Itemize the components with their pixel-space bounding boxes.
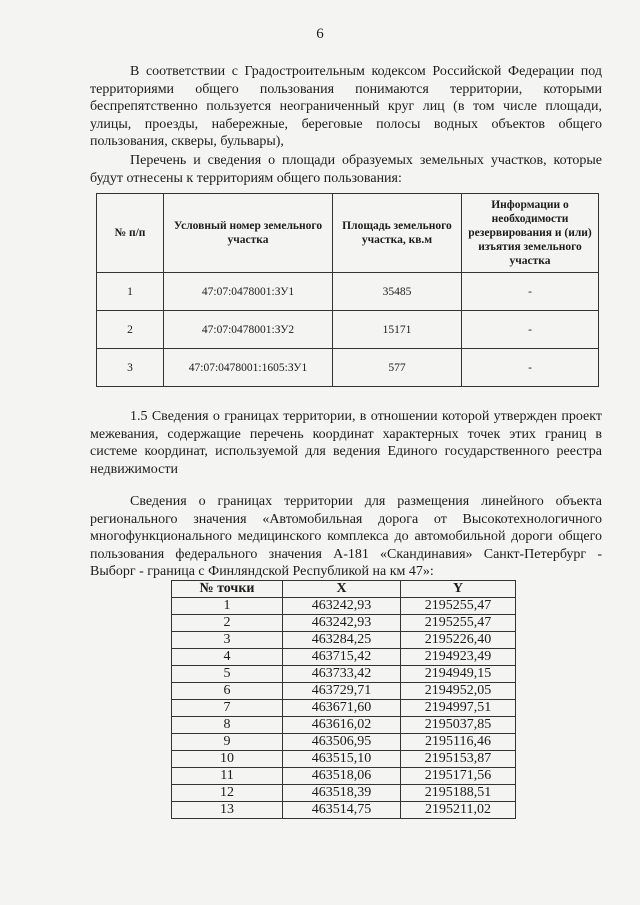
table-cell: 47:07:0478001:1605:ЗУ1 (164, 349, 333, 387)
table-row (172, 615, 516, 632)
table-cell: 463506,95 (283, 734, 401, 751)
table-row (97, 349, 599, 387)
table-cell: 5 (172, 666, 283, 683)
table-cell: 463715,42 (283, 649, 401, 666)
table-cell: 1 (97, 273, 164, 311)
table-cell: 3 (172, 632, 283, 649)
plots-table (96, 193, 599, 387)
table-cell: 463729,71 (283, 683, 401, 700)
table-row (172, 785, 516, 802)
table-row (172, 598, 516, 615)
coordinates-table (171, 580, 516, 819)
table-row (172, 683, 516, 700)
table-cell: - (462, 349, 599, 387)
header-cell: Площадь земельного участка, кв.м (333, 194, 462, 273)
header-cell: Информации о необходимости резервирования и (или) изъятия земельного участка (462, 194, 599, 273)
table-cell: 577 (333, 349, 462, 387)
table-cell: 15171 (333, 311, 462, 349)
paragraph-text: 1.5 Сведения о границах территории, в отношении которой утвержден проект межевания, содержащие перечень координат характерных точек этих границ в системе координат, используемой для ведения Единого государственного реестра недвижимости (90, 409, 602, 477)
table-row (97, 311, 599, 349)
table-cell: 11 (172, 768, 283, 785)
header-cell: № точки (172, 581, 283, 598)
table-cell: 463242,93 (283, 598, 401, 615)
table-cell: 2194997,51 (401, 700, 516, 717)
table-cell: 2195226,40 (401, 632, 516, 649)
paragraph-section-1-5 (90, 408, 602, 478)
table-cell: 2194952,05 (401, 683, 516, 700)
paragraph-text: В соответствии с Градостроительным кодексом Российской Федерации под территориями общего пользования понимаются территории, которыми беспрепятственно пользуется неограниченный круг лиц (в том числе площади, улицы, проезды, набережные, береговые полосы водных объектов общего пользования, скверы, бульвары), (90, 64, 602, 149)
table-cell: 2195037,85 (401, 717, 516, 734)
table-cell: 2195188,51 (401, 785, 516, 802)
table-cell: 2195153,87 (401, 751, 516, 768)
table-cell: 6 (172, 683, 283, 700)
table-row (172, 717, 516, 734)
table-cell: 463518,06 (283, 768, 401, 785)
table-cell: 463514,75 (283, 802, 401, 819)
table-cell: 47:07:0478001:ЗУ2 (164, 311, 333, 349)
table-cell: 2195171,56 (401, 768, 516, 785)
table-row (172, 751, 516, 768)
plots-table-header (97, 194, 599, 273)
header-cell: Y (401, 581, 516, 598)
table-cell: 9 (172, 734, 283, 751)
table-cell: 2195255,47 (401, 615, 516, 632)
header-cell: X (283, 581, 401, 598)
table-row (172, 734, 516, 751)
table-cell: 2195211,02 (401, 802, 516, 819)
table-row (172, 768, 516, 785)
table-row (172, 802, 516, 819)
table-cell: 1 (172, 598, 283, 615)
table-cell: 463733,42 (283, 666, 401, 683)
table-cell: 2194923,49 (401, 649, 516, 666)
table-cell: 4 (172, 649, 283, 666)
table-cell: 2195116,46 (401, 734, 516, 751)
table-cell: 463671,60 (283, 700, 401, 717)
table-cell: 463616,02 (283, 717, 401, 734)
table-cell: 13 (172, 802, 283, 819)
table-cell: 2195255,47 (401, 598, 516, 615)
table-cell: 2 (97, 311, 164, 349)
page-number: 6 (316, 26, 324, 42)
table-cell: 463515,10 (283, 751, 401, 768)
table-cell: 463242,93 (283, 615, 401, 632)
paragraph-plots-intro (90, 152, 602, 187)
table-row (172, 666, 516, 683)
table-cell: 10 (172, 751, 283, 768)
table-cell: 463284,25 (283, 632, 401, 649)
paragraph-public-territories (90, 63, 602, 151)
paragraph-text: Перечень и сведения о площади образуемых земельных участков, которые будут отнесены к территориям общего пользования: (90, 153, 602, 186)
table-cell: 2 (172, 615, 283, 632)
table-row (172, 632, 516, 649)
table-cell: 3 (97, 349, 164, 387)
header-cell: Условный номер земельного участка (164, 194, 333, 273)
table-cell: 8 (172, 717, 283, 734)
coordinates-table-header (172, 581, 516, 598)
table-cell: 2194949,15 (401, 666, 516, 683)
table-cell: 463518,39 (283, 785, 401, 802)
table-row (97, 273, 599, 311)
table-cell: - (462, 311, 599, 349)
table-cell: 47:07:0478001:ЗУ1 (164, 273, 333, 311)
paragraph-text: Сведения о границах территории для размещения линейного объекта регионального значения «Автомобильная дорога от Высокотехнологичного многофункционального медицинского комплекса до автомобильной дороги общего пользования федерального значения А-181 «Скандинавия» Санкт-Петербург - Выборг - граница с Финляндской Республикой на км 47»: (90, 494, 602, 579)
table-cell: - (462, 273, 599, 311)
table-row (172, 649, 516, 666)
table-row (172, 700, 516, 717)
table-cell: 7 (172, 700, 283, 717)
paragraph-linear-object (90, 493, 602, 581)
header-cell: № п/п (97, 194, 164, 273)
table-cell: 35485 (333, 273, 462, 311)
table-cell: 12 (172, 785, 283, 802)
